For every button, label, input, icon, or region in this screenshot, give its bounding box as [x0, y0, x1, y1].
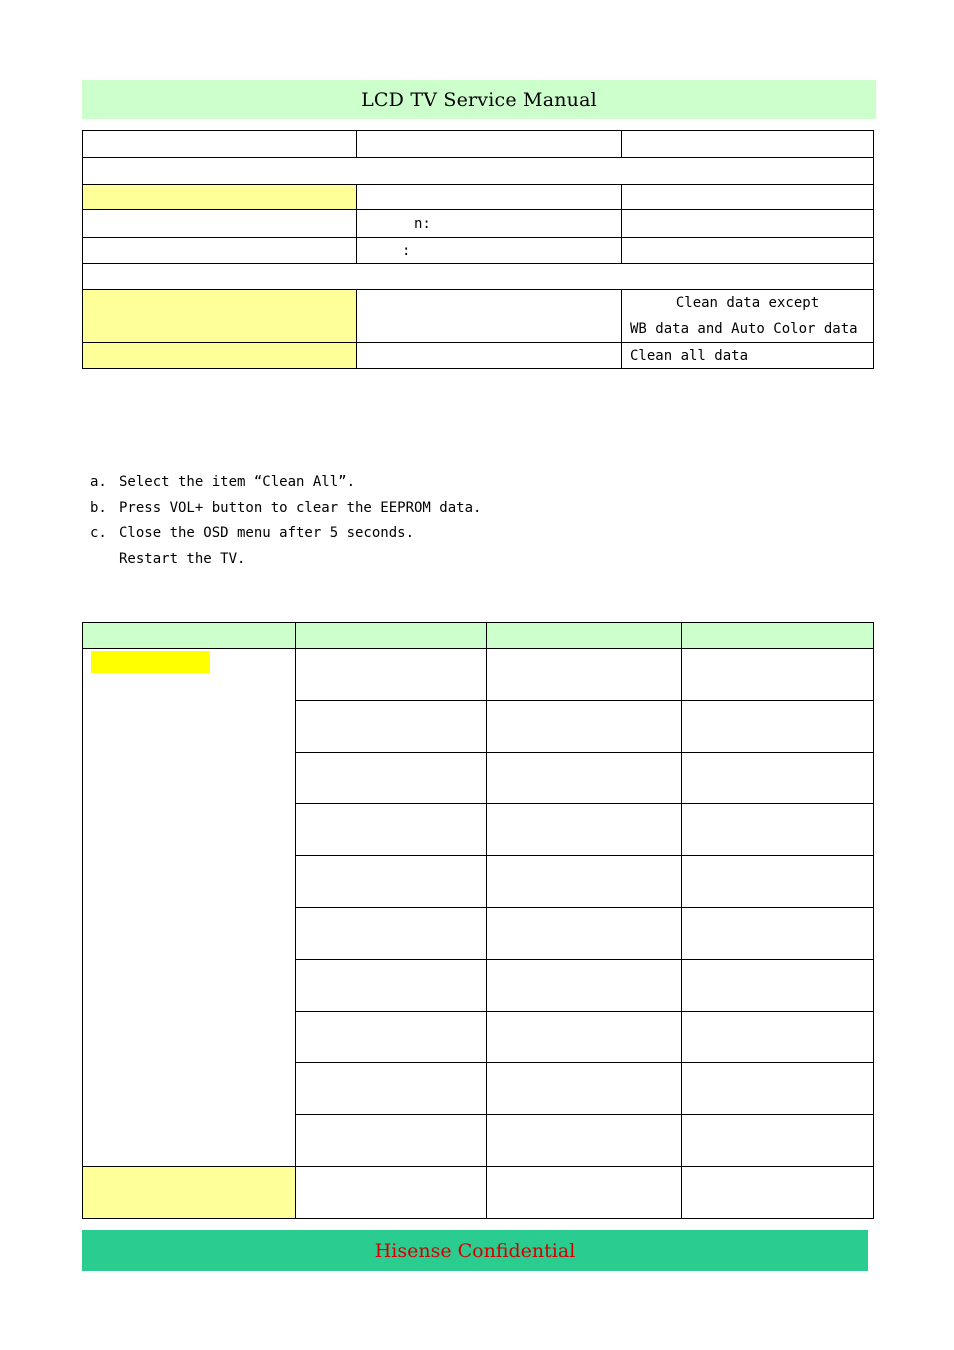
- cell-line: WB data and Auto Color data: [630, 321, 858, 337]
- table-cell: [622, 185, 874, 210]
- table-row: [83, 343, 874, 369]
- table-cell: [296, 753, 487, 804]
- table-cell: [682, 1063, 874, 1115]
- table-row: [83, 264, 874, 290]
- page-header-band: [82, 80, 876, 119]
- table-header-row: [83, 623, 874, 649]
- cell-fragment: :: [402, 242, 411, 259]
- table-cell: [682, 1167, 874, 1219]
- table-row: [83, 649, 874, 701]
- table-cell: [296, 908, 487, 960]
- settings-table: [82, 130, 874, 369]
- table-cell: [622, 210, 874, 238]
- table-cell: [296, 701, 487, 753]
- instruction-steps: [90, 470, 690, 573]
- table-row: [83, 131, 874, 158]
- table-row: [83, 238, 874, 264]
- step-marker: b.: [90, 499, 107, 516]
- step-text: Restart the TV.: [119, 551, 246, 568]
- table-row: [83, 290, 874, 343]
- table-cell: [622, 290, 874, 343]
- table-cell: [357, 343, 622, 369]
- table-cell: [357, 131, 622, 158]
- cell-line: Clean data except: [675, 295, 820, 311]
- table-cell: [487, 701, 682, 753]
- table-header-cell: [83, 623, 296, 649]
- table-cell: [682, 960, 874, 1012]
- table-cell: [622, 343, 874, 369]
- table-cell: [487, 908, 682, 960]
- table-cell: [682, 804, 874, 856]
- table-cell: [296, 804, 487, 856]
- table-cell: [682, 649, 874, 701]
- list-item: [90, 496, 690, 522]
- list-item: [90, 470, 690, 496]
- table-cell: [487, 856, 682, 908]
- list-item: [90, 547, 690, 573]
- page-footer-band: [82, 1230, 868, 1271]
- highlight-marker: [91, 651, 210, 673]
- table-cell: [487, 1012, 682, 1063]
- table-cell: [487, 804, 682, 856]
- table-cell: [83, 158, 874, 185]
- table-header-cell: [296, 623, 487, 649]
- step-marker: c.: [90, 525, 107, 542]
- step-text: Close the OSD menu after 5 seconds.: [119, 525, 415, 542]
- table-cell: [487, 649, 682, 701]
- table-cell: [83, 238, 357, 264]
- table-cell: [682, 908, 874, 960]
- table-cell: [682, 1012, 874, 1063]
- table-cell: [682, 753, 874, 804]
- table-cell: [487, 1115, 682, 1167]
- options-table: [82, 622, 874, 1219]
- table-cell: [487, 1167, 682, 1219]
- table-cell: [83, 290, 357, 343]
- table-cell: [487, 753, 682, 804]
- table-cell: [296, 649, 487, 701]
- table-cell: [682, 1115, 874, 1167]
- table-header-cell: [487, 623, 682, 649]
- table-cell: [682, 701, 874, 753]
- table-header-cell: [682, 623, 874, 649]
- table-cell: [296, 1167, 487, 1219]
- step-marker: [90, 547, 119, 573]
- table-cell: [83, 210, 357, 238]
- table-cell: [83, 343, 357, 369]
- table-cell: [296, 1115, 487, 1167]
- table-cell: [83, 185, 357, 210]
- table-row: [83, 185, 874, 210]
- table-cell: [296, 1012, 487, 1063]
- step-text: Select the item “Clean All”.: [119, 474, 356, 490]
- table-cell: [357, 210, 622, 238]
- table-cell: [83, 649, 296, 1167]
- step-marker: a.: [90, 474, 107, 490]
- table-cell: [83, 264, 874, 290]
- table-cell: [296, 1063, 487, 1115]
- table-cell: [487, 960, 682, 1012]
- table-cell: [357, 185, 622, 210]
- table-row: [83, 158, 874, 185]
- table-cell: [83, 1167, 296, 1219]
- table-cell: [622, 131, 874, 158]
- table-cell: [357, 238, 622, 264]
- table-cell: [83, 131, 357, 158]
- table-cell: [296, 856, 487, 908]
- step-text: Press VOL+ button to clear the EEPROM data.: [119, 499, 482, 516]
- table-row: [83, 210, 874, 238]
- table-cell: [296, 960, 487, 1012]
- list-item: [90, 521, 690, 547]
- table-row: [83, 1167, 874, 1219]
- page-title: LCD TV Service Manual: [361, 88, 597, 111]
- table-cell: [622, 238, 874, 264]
- table-cell: [682, 856, 874, 908]
- table-cell: [357, 290, 622, 343]
- cell-text: Clean all data: [630, 347, 749, 364]
- cell-fragment: n:: [414, 215, 431, 232]
- table-cell: [487, 1063, 682, 1115]
- confidential-notice: Hisense Confidential: [374, 1239, 576, 1262]
